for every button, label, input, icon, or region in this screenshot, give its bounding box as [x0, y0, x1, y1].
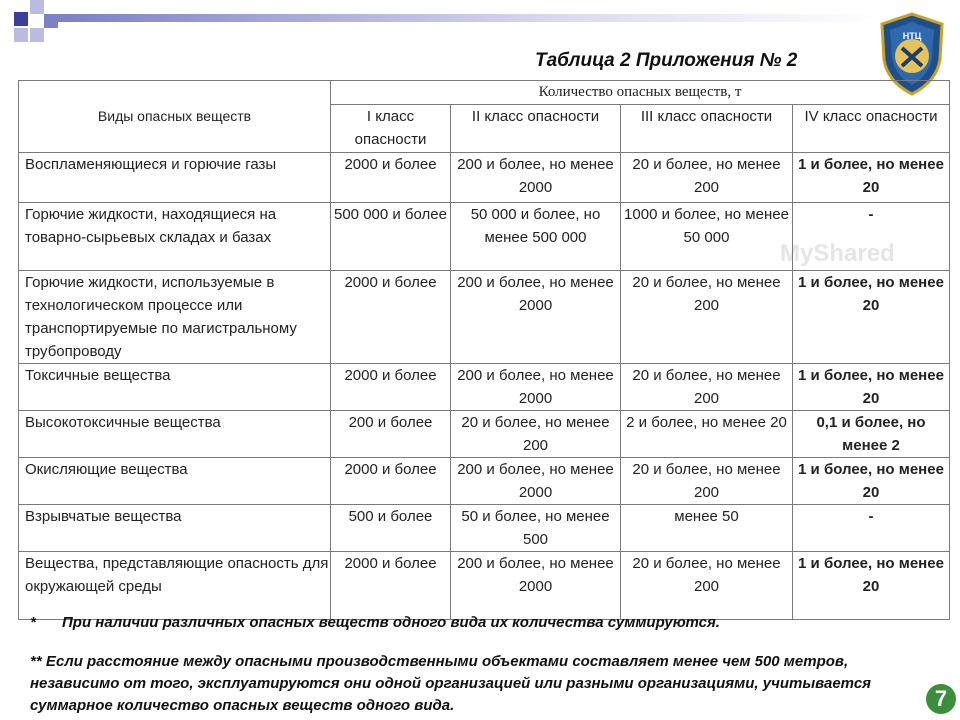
class-2-value: 200 и более, но менее 2000 [451, 364, 621, 411]
class-2-value: 200 и более, но менее 2000 [451, 153, 621, 203]
footnote-2 [30, 651, 940, 717]
footnote-1 [30, 614, 720, 631]
class-4-value: 0,1 и более, но менее 2 [793, 411, 950, 458]
footnote-2-text: Если расстояние между опасными производственными объектами составляет менее чем 500 метров, независимо от того, эксплуатируются они одной организацией или разными организациями, учитывается суммарное количество опасных веществ одного вида. [30, 653, 871, 714]
footnote-2-marker: ** [30, 653, 42, 670]
class-4-value: 1 и более, но менее 20 [793, 458, 950, 505]
class-3-value: 20 и более, но менее 200 [621, 271, 793, 364]
class-3-value: 20 и более, но менее 200 [621, 458, 793, 505]
class-1-value: 500 000 и более [331, 203, 451, 271]
top-bar [58, 14, 880, 22]
class-3-value: 20 и более, но менее 200 [621, 552, 793, 620]
class-3-value: 20 и более, но менее 200 [621, 364, 793, 411]
substance-name: Воспламеняющиеся и горючие газы [19, 153, 331, 203]
table-row [19, 364, 950, 411]
substance-name: Высокотоксичные вещества [19, 411, 331, 458]
class-4-value: 1 и более, но менее 20 [793, 552, 950, 620]
class-2-value: 20 и более, но менее 200 [451, 411, 621, 458]
page-number-badge: 7 [926, 684, 956, 714]
substance-name: Взрывчатые вещества [19, 505, 331, 552]
watermark: MyShared [780, 240, 895, 267]
class-2-value: 200 и более, но менее 2000 [451, 271, 621, 364]
class-1-value: 2000 и более [331, 552, 451, 620]
class-1-value: 2000 и более [331, 271, 451, 364]
substance-name: Токсичные вещества [19, 364, 331, 411]
hazard-table [18, 80, 950, 620]
table-row [19, 153, 950, 203]
class-1-value: 2000 и более [331, 458, 451, 505]
class-4-value: 1 и более, но менее 20 [793, 153, 950, 203]
table-row [19, 203, 950, 271]
class-1-value: 2000 и более [331, 153, 451, 203]
class-3-value: менее 50 [621, 505, 793, 552]
header-substance-type: Виды опасных веществ [19, 81, 331, 153]
class-4-value: 1 и более, но менее 20 [793, 271, 950, 364]
header-quantity: Количество опасных веществ, т [331, 81, 950, 105]
class-1-value: 200 и более [331, 411, 451, 458]
header-class-1: I класс опасности [331, 105, 451, 153]
class-4-value: 1 и более, но менее 20 [793, 364, 950, 411]
header-class-4: IV класс опасности [793, 105, 950, 153]
substance-name: Окисляющие вещества [19, 458, 331, 505]
svg-text:НТЦ: НТЦ [902, 31, 922, 41]
table-row [19, 505, 950, 552]
class-3-value: 2 и более, но менее 20 [621, 411, 793, 458]
page-title: Таблица 2 Приложения № 2 [535, 50, 798, 71]
footnote-1-marker: * [30, 614, 36, 631]
class-4-value: - [793, 505, 950, 552]
header-class-2: II класс опасности [451, 105, 621, 153]
table-row [19, 552, 950, 620]
class-3-value: 20 и более, но менее 200 [621, 153, 793, 203]
table-row [19, 271, 950, 364]
substance-name: Вещества, представляющие опасность для окружающей среды [19, 552, 331, 620]
class-1-value: 2000 и более [331, 364, 451, 411]
class-4-value: - [793, 203, 950, 271]
table-row [19, 458, 950, 505]
class-2-value: 200 и более, но менее 2000 [451, 458, 621, 505]
class-3-value: 1000 и более, но менее 50 000 [621, 203, 793, 271]
class-1-value: 500 и более [331, 505, 451, 552]
header-class-3: III класс опасности [621, 105, 793, 153]
substance-name: Горючие жидкости, находящиеся на товарно-сырьевых складах и базах [19, 203, 331, 271]
footnote-1-text: При наличии различных опасных веществ одного вида их количества суммируются. [62, 614, 720, 631]
class-2-value: 50 000 и более, но менее 500 000 [451, 203, 621, 271]
class-2-value: 50 и более, но менее 500 [451, 505, 621, 552]
class-2-value: 200 и более, но менее 2000 [451, 552, 621, 620]
substance-name: Горючие жидкости, используемые в технологическом процессе или транспортируемые по магистральному трубопроводу [19, 271, 331, 364]
table-row [19, 411, 950, 458]
